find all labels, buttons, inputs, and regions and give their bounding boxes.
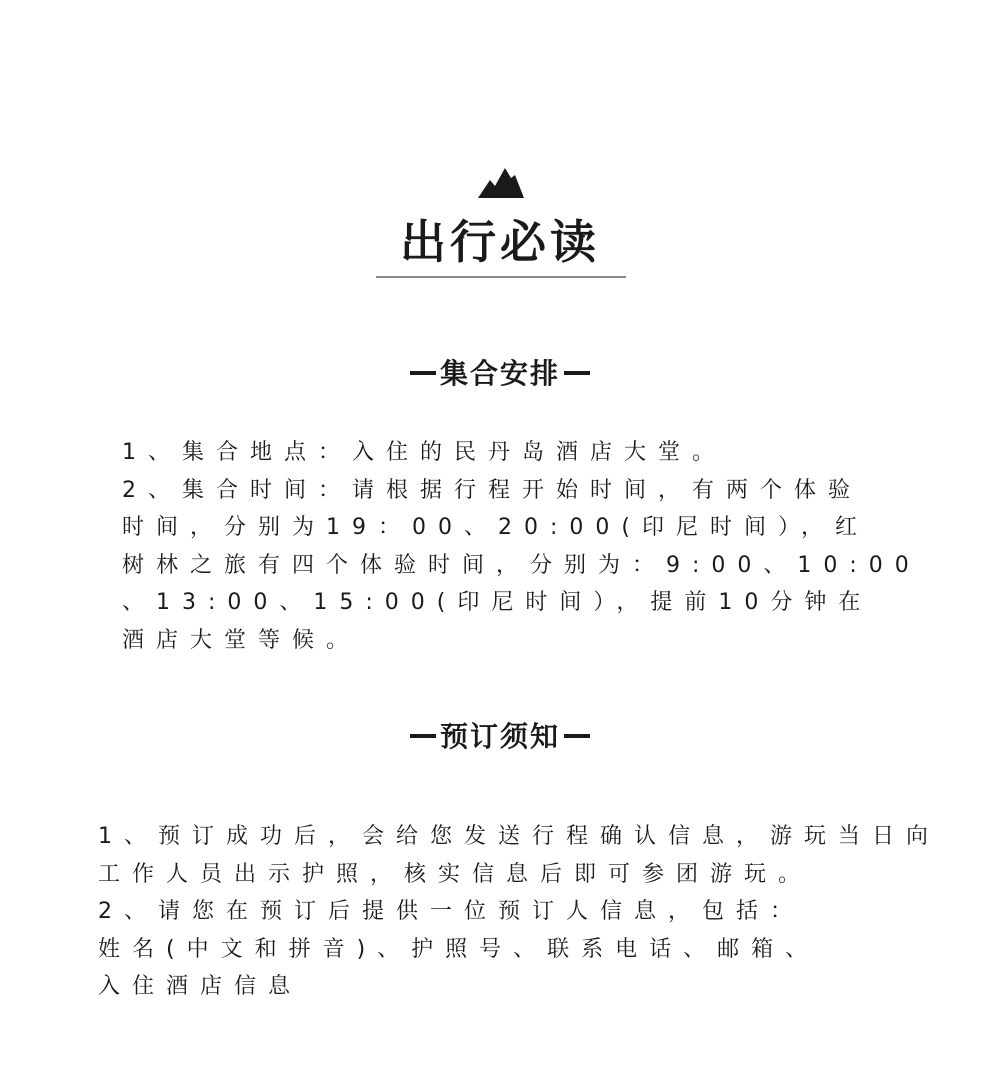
heading-dash-right bbox=[564, 734, 590, 738]
page-title: 出行必读 bbox=[400, 215, 600, 269]
assembly-line: 2、集合时间：请根据行程开始时间，有两个体验 bbox=[122, 477, 862, 503]
heading-dash-left bbox=[410, 734, 436, 738]
title-underline bbox=[376, 276, 626, 278]
assembly-line: 树林之旅有四个体验时间，分别为：9:00、10:00 bbox=[122, 552, 921, 578]
assembly-line: 酒店大堂等候。 bbox=[122, 627, 361, 653]
section-heading-assembly bbox=[0, 354, 1000, 394]
section-heading-text: 集合安排 bbox=[439, 357, 560, 390]
heading-dash-right bbox=[564, 371, 590, 375]
section-heading-booking bbox=[0, 717, 1000, 757]
assembly-line: 1、集合地点：入住的民丹岛酒店大堂。 bbox=[122, 440, 726, 465]
assembly-paragraph bbox=[122, 434, 921, 660]
booking-paragraph bbox=[98, 818, 940, 1006]
booking-line: 姓名(中文和拼音)、护照号、联系电话、邮箱、 bbox=[98, 936, 820, 962]
assembly-line: 、13:00、15:00(印尼时间），提前10分钟在 bbox=[122, 590, 873, 616]
assembly-line: 时间，分别为19：00、20:00(印尼时间），红 bbox=[122, 515, 869, 541]
booking-line: 工作人员出示护照，核实信息后即可参团游玩。 bbox=[98, 861, 813, 887]
mountain-icon bbox=[478, 166, 524, 198]
section-heading-text: 预订须知 bbox=[439, 720, 560, 753]
booking-line: 1、预订成功后，会给您发送行程确认信息，游玩当日向 bbox=[98, 824, 940, 849]
booking-line: 2、请您在预订后提供一位预订人信息，包括： bbox=[98, 899, 804, 925]
booking-line: 入住酒店信息 bbox=[98, 974, 303, 1000]
heading-dash-left bbox=[410, 371, 436, 375]
